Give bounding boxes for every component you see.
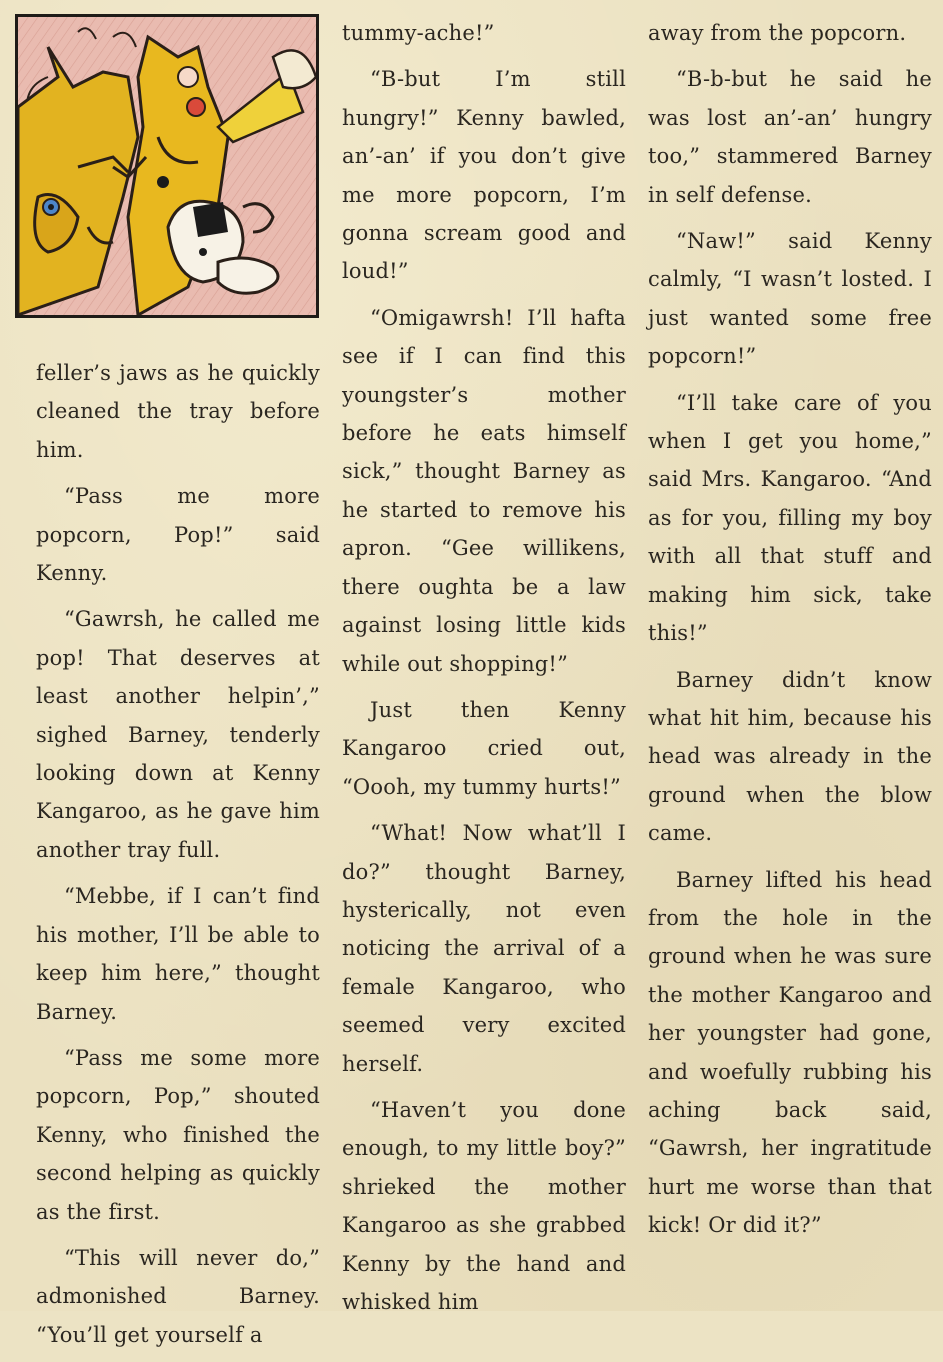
paragraph: “Omigawrsh! I’ll hafta see if I can find this youngster’s mother before he eats himself sick,” thought Barney as he started to remove his apron. “Gee willikens, there oughta be a law against losing little kids while out shopping!” — [342, 305, 626, 676]
paragraph: away from the popcorn. — [648, 21, 907, 45]
paragraph: feller’s jaws as he quickly cleaned the tray before him. — [36, 361, 320, 462]
paragraph: “This will never do,” admonished Barney. “You’ll get yourself a — [36, 1245, 320, 1347]
paragraph: “Pass me some more popcorn, Pop,” shouted Kenny, who finished the second helping as quickly as the first. — [36, 1045, 320, 1224]
paragraph: “Gawrsh, he called me pop! That deserves at least another helpin’,” sighed Barney, tenderly looking down at Kenny Kangaroo, as he gave him another tray full. — [36, 607, 320, 862]
paragraph: “Haven’t you done enough, to my little boy?” shrieked the mother Kangaroo as she grabbed Kenny by the hand and whisked him — [342, 1097, 626, 1314]
paragraph: “Pass me more popcorn, Pop!” said Kenny. — [36, 484, 320, 586]
paragraph: “What! Now what’ll I do?” thought Barney, hysterically, not even noticing the arrival of a female Kangaroo, who seemed very excited herself. — [342, 821, 626, 1076]
paragraph: Barney lifted his head from the hole in the ground when he was sure the mother Kangaroo and her youngster had gone, and woefully rubbing his aching back said, “Gawrsh, her ingratitude hurt me worse than that kick! Or did it?” — [648, 867, 932, 1238]
paragraph: “B-but I’m still hungry!” Kenny bawled, an’-an’ if you don’t give me more popcorn, I’m gonna scream good and loud!” — [342, 67, 626, 284]
paragraph: “B-b-but he said he was lost an’-an’ hungry too,” stammered Barney in self defense. — [648, 67, 932, 207]
paragraph: “I’ll take care of you when I get you home,” said Mrs. Kangaroo. “And as for you, filling my boy with all that stuff and making him sick, take this!” — [648, 390, 932, 646]
text-column-2 — [342, 14, 626, 1329]
paragraph: Just then Kenny Kangaroo cried out, “Oooh, my tummy hurts!” — [342, 697, 626, 799]
text-column-1 — [36, 354, 320, 1362]
paragraph: “Mebbe, if I can’t find his mother, I’ll be able to keep him here,” thought Barney. — [36, 884, 320, 1024]
paragraph: “Naw!” said Kenny calmly, “I wasn’t losted. I just wanted some free popcorn!” — [648, 229, 932, 369]
text-column-3 — [648, 14, 932, 1253]
illustration-svg — [18, 17, 316, 315]
comic-illustration-panel — [15, 14, 319, 318]
paragraph: tummy-ache!” — [342, 21, 495, 45]
paragraph: Barney didn’t know what hit him, because his head was already in the ground when the blow came. — [648, 667, 932, 846]
